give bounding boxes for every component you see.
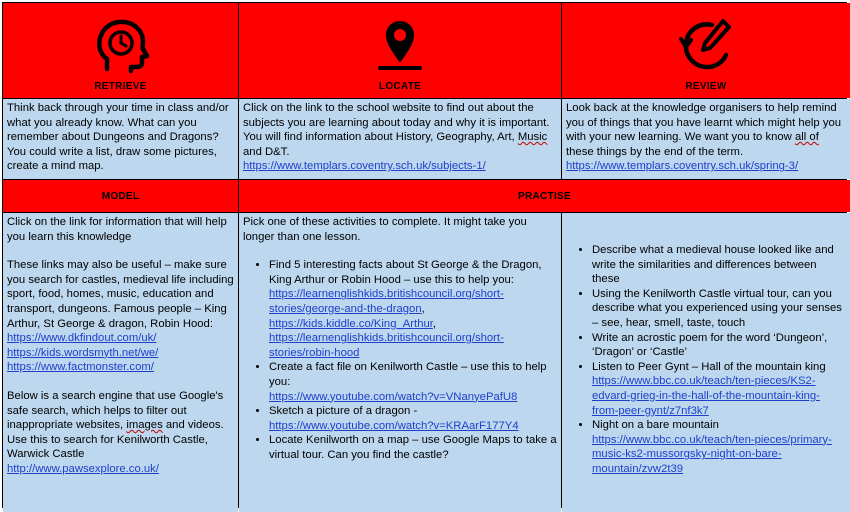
practise-left-list <box>243 258 557 462</box>
robin-hood-link[interactable]: https://learnenglishkids.britishcouncil.org/short-stories/robin-hood <box>269 332 504 359</box>
list-item: • Night on a bare mountain https://www.bbc.co.uk/teach/ten-pieces/primary-music-ks2-mussorgsky-night-on-bare-mountain/zvw2t39 <box>592 418 846 476</box>
retrieve-text: Think back through your time in class and/or what you already know. What can you remember about Dungeons and Dragons? You could write a list, draw some pictures, create a mind map. <box>7 102 229 173</box>
list-item: • Sketch a picture of a dragon - https://www.youtube.com/watch?v=KRAarF177Y4 <box>269 404 557 433</box>
kenilworth-video-link[interactable]: https://www.youtube.com/watch?v=VNanyePafU8 <box>269 390 518 403</box>
locate-cell <box>239 99 561 179</box>
practise-header <box>239 180 850 212</box>
review-header <box>562 3 850 98</box>
list-item: • Describe what a medieval house looked like and write the similarities and differences between these <box>592 243 846 287</box>
model-useful-links-text: These links may also be useful – make sure you search for castles, medieval life including sport, food, homes, music, education and transport, dungeons. Famous people – King Arthur, St George & dragon, Robin Hood: <box>7 259 234 330</box>
practise-intro: Pick one of these activities to complete. It might take you longer than one lesson. <box>243 216 527 243</box>
review-pencil-icon <box>676 15 736 75</box>
factmonster-link[interactable]: https://www.factmonster.com/ <box>7 361 154 374</box>
bare-mountain-link[interactable]: https://www.bbc.co.uk/teach/ten-pieces/primary-music-ks2-mussorgsky-night-on-bare-mountain/zvw2t39 <box>592 433 832 475</box>
locate-header <box>239 3 561 98</box>
model-header <box>3 180 238 212</box>
practise-left-cell <box>239 213 561 512</box>
list-item: • Find 5 interesting facts about St George & the Dragon, King Arthur or Robin Hood – use this to help you: https://learnenglishkids.britishcouncil.org/short-stories/george-and-the-dragon, https://kids.kiddle.co/King_Arthur, https://learnenglishkids.britishcouncil.org/short-stories/robin-hood <box>269 258 557 360</box>
dragon-sketch-link[interactable]: https://www.youtube.com/watch?v=KRAarF177Y4 <box>269 419 519 432</box>
school-subjects-link[interactable]: https://www.templars.coventry.sch.uk/subjects-1/ <box>243 160 486 173</box>
pawsexplore-link[interactable]: http://www.pawsexplore.co.uk/ <box>7 462 159 475</box>
list-item: • Using the Kenilworth Castle virtual tour, can you describe what you experienced using your senses – see, hear, smell, taste, touch <box>592 287 846 331</box>
locate-text: Click on the link to the school website to find out about the subjects you are learning about today and why it is important. You will find information about History, Geography, Art, Music and D&T. <box>243 102 550 158</box>
learning-grid <box>2 2 847 508</box>
retrieve-header <box>3 3 238 98</box>
list-item: • Write an acrostic poem for the word ‘Dungeon’, ‘Dragon’ or ‘Castle’ <box>592 331 846 360</box>
model-label: MODEL <box>101 190 140 202</box>
head-clock-icon <box>91 15 151 75</box>
wordsmyth-link[interactable]: https://kids.wordsmyth.net/we/ <box>7 346 159 359</box>
review-label: REVIEW <box>685 81 727 92</box>
school-spring-link[interactable]: https://www.templars.coventry.sch.uk/spring-3/ <box>566 160 799 173</box>
model-cell <box>3 213 238 512</box>
search-engine-text: Below is a search engine that use Google's safe search, which helps to filter out inappropriate websites, images and videos. Use this to search for Kenilworth Castle, Warwick Castle <box>7 389 224 461</box>
king-arthur-link[interactable]: https://kids.kiddle.co/King_Arthur <box>269 317 433 330</box>
retrieve-label: RETRIEVE <box>94 81 147 92</box>
list-item: • Listen to Peer Gynt – Hall of the mountain king https://www.bbc.co.uk/teach/ten-pieces/KS2-edvard-grieg-in-the-hall-of-the-mountain-king-from-peer-gynt/z7nf3k7 <box>592 360 846 418</box>
locate-label: LOCATE <box>378 81 422 92</box>
practise-right-cell <box>562 213 850 512</box>
practise-right-list <box>566 243 846 477</box>
george-dragon-link[interactable]: https://learnenglishkids.britishcouncil.org/short-stories/george-and-the-dragon <box>269 288 504 315</box>
peer-gynt-link[interactable]: https://www.bbc.co.uk/teach/ten-pieces/KS2-edvard-grieg-in-the-hall-of-the-mountain-king-from-peer-gynt/z7nf3k7 <box>592 375 820 417</box>
practise-label: PRACTISE <box>518 190 571 202</box>
model-intro: Click on the link for information that will help you learn this knowledge <box>7 216 227 243</box>
review-text: Look back at the knowledge organisers to help remind you of things that you have learnt which might help you with your new learning. We want you to know all of these things by the end of the term. <box>566 102 842 158</box>
retrieve-cell <box>3 99 238 179</box>
list-item: • Create a fact file on Kenilworth Castle – use this to help you: https://www.youtube.com/watch?v=VNanyePafU8 <box>269 360 557 404</box>
review-cell <box>562 99 850 179</box>
list-item: • Locate Kenilworth on a map – use Google Maps to take a virtual tour. Can you find the castle? <box>269 433 557 462</box>
map-pin-icon <box>370 15 430 75</box>
dkfindout-link[interactable]: https://www.dkfindout.com/uk/ <box>7 332 157 345</box>
